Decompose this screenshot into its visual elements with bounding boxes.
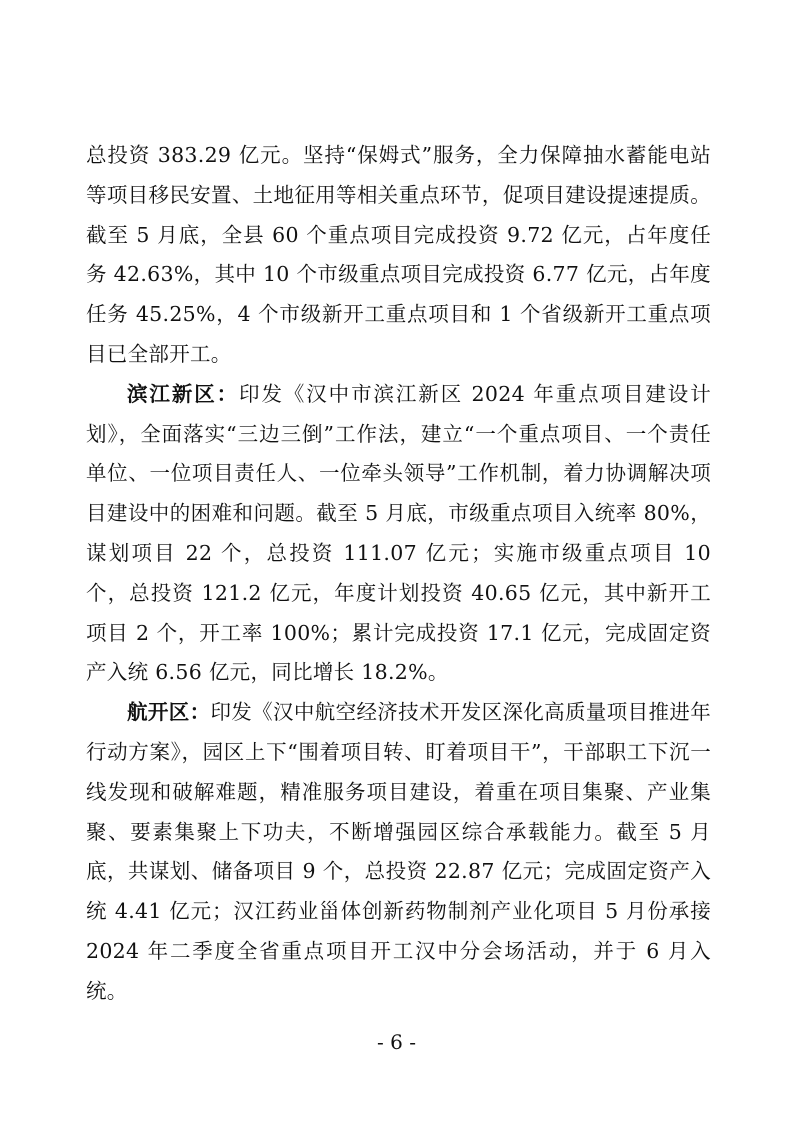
paragraph-text: 印发《汉中市滨江新区 2024 年重点项目建设计划》，全面落实“三边三倒”工作法，建立“一个重点项目、一个责任单位、一位项目责任人、一位牵头领导”工作机制，着力协调解决项目建设中的困难和问题。截至 5 月底，市级重点项目入统率 80%，谋划项目 22 个，总投资 111.07 亿元；实施市级重点项目 10 个，总投资 121.2 亿元，年度计划投资 40.65 亿元，其中新开工项目 2 个，开工率 100%；累计完成投资 17.1 亿元，完成固定资产入统 6.56 亿元，同比增长 18.2%。 (86, 381, 712, 685)
paragraph-continued (86, 136, 711, 375)
paragraph-heading: 滨江新区： (127, 381, 240, 406)
paragraph-binjiang-district (86, 375, 711, 693)
paragraph-text: 印发《汉中航空经济技术开发区深化高质量项目推进年行动方案》，园区上下“围着项目转、盯着项目干”，干部职工下沉一线发现和破解难题，精准服务项目建设，着重在项目集聚、产业集聚、要素集聚上下功夫，不断增强园区综合承载能力。截至 5 月底，共谋划、储备项目 9 个，总投资 22.87 亿元；完成固定资产入统 4.41 亿元；汉江药业甾体创新药物制剂产业化项目 5 月份承接 2024 年二季度全省重点项目开工汉中分会场活动，并于 6 月入统。 (86, 700, 711, 1003)
paragraph-text: 总投资 383.29 亿元。坚持“保姆式”服务，全力保障抽水蓄能电站等项目移民安置、土地征用等相关重点环节，促项目建设提速提质。截至 5 月底，全县 60 个重点项目完成投资 9.72 亿元，占年度任务 42.63%，其中 10 个市级重点项目完成投资 6.77 亿元，占年度任务 45.25%，4 个市级新开工重点项目和 1 个省级新开工重点项目已全部开工。 (86, 143, 711, 366)
paragraph-heading: 航开区： (127, 700, 211, 725)
document-body (86, 136, 711, 1012)
paragraph-aviation-zone (86, 693, 711, 1011)
page-number: - 6 - (377, 1030, 416, 1054)
